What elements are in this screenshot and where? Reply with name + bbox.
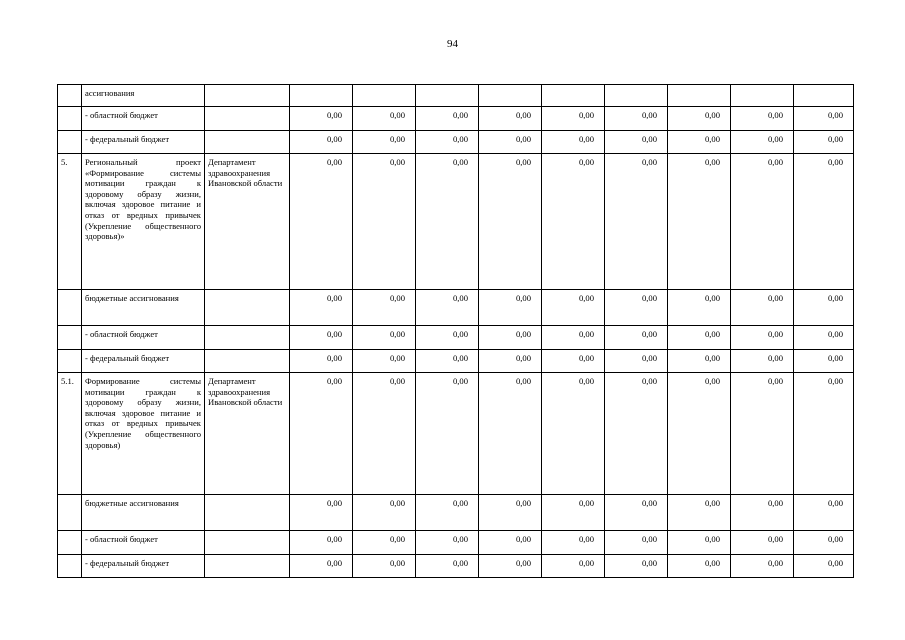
row-value-cell: 0,00 (353, 326, 416, 350)
row-department-cell (205, 326, 290, 350)
row-value-cell: 0,00 (794, 531, 854, 555)
row-value-cell (668, 85, 731, 107)
row-value-cell: 0,00 (668, 107, 731, 131)
row-department-cell (205, 85, 290, 107)
row-value-cell: 0,00 (353, 290, 416, 326)
row-value-cell (290, 85, 353, 107)
table-row (58, 107, 854, 131)
budget-table (57, 84, 854, 578)
row-value-cell: 0,00 (605, 131, 668, 154)
row-value-cell: 0,00 (605, 350, 668, 373)
table-row (58, 350, 854, 373)
row-value-cell: 0,00 (290, 107, 353, 131)
row-value-cell: 0,00 (353, 107, 416, 131)
row-value-cell: 0,00 (290, 531, 353, 555)
row-index-cell (58, 107, 82, 131)
row-value-cell: 0,00 (416, 531, 479, 555)
row-value-cell: 0,00 (542, 290, 605, 326)
table-row (58, 495, 854, 531)
row-value-cell: 0,00 (668, 373, 731, 495)
row-value-cell: 0,00 (353, 154, 416, 290)
row-index-cell (58, 290, 82, 326)
row-value-cell: 0,00 (542, 154, 605, 290)
row-value-cell: 0,00 (605, 290, 668, 326)
row-value-cell (605, 85, 668, 107)
row-value-cell: 0,00 (794, 350, 854, 373)
row-value-cell: 0,00 (290, 131, 353, 154)
row-value-cell: 0,00 (668, 555, 731, 578)
row-value-cell: 0,00 (479, 107, 542, 131)
row-value-cell: 0,00 (479, 326, 542, 350)
row-name-cell: Региональный проект «Формирование системы мотивации граждан к здоровому образу жизни, включая здоровое питание и отказ от вредных привычек (Укрепление общественного здоровья)» (82, 154, 205, 290)
row-value-cell: 0,00 (290, 290, 353, 326)
row-value-cell: 0,00 (479, 531, 542, 555)
row-value-cell: 0,00 (290, 326, 353, 350)
row-value-cell: 0,00 (794, 326, 854, 350)
row-value-cell (731, 85, 794, 107)
row-value-cell: 0,00 (416, 350, 479, 373)
row-value-cell: 0,00 (290, 350, 353, 373)
row-value-cell: 0,00 (794, 290, 854, 326)
table-row (58, 555, 854, 578)
row-value-cell: 0,00 (731, 107, 794, 131)
row-value-cell: 0,00 (353, 555, 416, 578)
row-value-cell: 0,00 (290, 555, 353, 578)
row-value-cell: 0,00 (668, 290, 731, 326)
row-value-cell: 0,00 (290, 154, 353, 290)
row-name-cell: Формирование системы мотивации граждан к здоровому образу жизни, включая здоровое питание и отказ от вредных привычек (Укрепление общественного здоровья) (82, 373, 205, 495)
row-value-cell: 0,00 (353, 350, 416, 373)
row-value-cell: 0,00 (731, 495, 794, 531)
row-value-cell: 0,00 (605, 373, 668, 495)
row-value-cell: 0,00 (668, 131, 731, 154)
row-value-cell: 0,00 (542, 495, 605, 531)
row-value-cell: 0,00 (794, 373, 854, 495)
row-value-cell: 0,00 (479, 373, 542, 495)
table-row (58, 290, 854, 326)
row-value-cell: 0,00 (290, 373, 353, 495)
row-index-cell (58, 531, 82, 555)
row-index-cell (58, 326, 82, 350)
row-value-cell: 0,00 (353, 495, 416, 531)
row-department-cell: Департамент здравоохранения Ивановской области (205, 373, 290, 495)
row-value-cell (416, 85, 479, 107)
row-value-cell: 0,00 (794, 495, 854, 531)
row-name-cell: ассигнования (82, 85, 205, 107)
row-index-cell (58, 555, 82, 578)
row-value-cell: 0,00 (416, 154, 479, 290)
row-value-cell: 0,00 (731, 154, 794, 290)
row-value-cell: 0,00 (290, 495, 353, 531)
row-value-cell: 0,00 (542, 350, 605, 373)
row-value-cell: 0,00 (731, 290, 794, 326)
row-index-cell (58, 131, 82, 154)
row-value-cell: 0,00 (731, 350, 794, 373)
row-value-cell: 0,00 (605, 495, 668, 531)
row-value-cell: 0,00 (668, 326, 731, 350)
row-name-cell: - федеральный бюджет (82, 555, 205, 578)
row-value-cell: 0,00 (416, 495, 479, 531)
row-value-cell: 0,00 (794, 131, 854, 154)
row-department-cell (205, 531, 290, 555)
row-department-cell (205, 131, 290, 154)
row-value-cell: 0,00 (731, 555, 794, 578)
table-row (58, 154, 854, 290)
table-row (58, 326, 854, 350)
row-value-cell: 0,00 (668, 531, 731, 555)
row-value-cell: 0,00 (479, 555, 542, 578)
row-value-cell: 0,00 (353, 531, 416, 555)
row-value-cell: 0,00 (794, 555, 854, 578)
row-value-cell: 0,00 (479, 495, 542, 531)
row-name-cell: бюджетные ассигнования (82, 290, 205, 326)
row-value-cell: 0,00 (794, 107, 854, 131)
row-value-cell: 0,00 (416, 373, 479, 495)
row-value-cell (353, 85, 416, 107)
row-value-cell: 0,00 (353, 373, 416, 495)
row-department-cell (205, 290, 290, 326)
row-value-cell: 0,00 (731, 373, 794, 495)
row-value-cell: 0,00 (542, 326, 605, 350)
row-name-cell: - областной бюджет (82, 326, 205, 350)
row-value-cell: 0,00 (731, 326, 794, 350)
table-row (58, 531, 854, 555)
row-value-cell: 0,00 (353, 131, 416, 154)
row-value-cell: 0,00 (605, 326, 668, 350)
row-value-cell: 0,00 (416, 555, 479, 578)
row-value-cell: 0,00 (731, 131, 794, 154)
row-department-cell: Департамент здравоохранения Ивановской области (205, 154, 290, 290)
row-name-cell: - областной бюджет (82, 531, 205, 555)
page-number: 94 (447, 38, 458, 50)
row-name-cell: бюджетные ассигнования (82, 495, 205, 531)
row-index-cell: 5. (58, 154, 82, 290)
row-value-cell: 0,00 (668, 154, 731, 290)
row-index-cell (58, 495, 82, 531)
row-name-cell: - областной бюджет (82, 107, 205, 131)
row-value-cell: 0,00 (479, 154, 542, 290)
row-value-cell: 0,00 (416, 326, 479, 350)
row-value-cell: 0,00 (479, 131, 542, 154)
row-value-cell: 0,00 (479, 290, 542, 326)
table-row (58, 131, 854, 154)
table-row (58, 85, 854, 107)
row-value-cell (479, 85, 542, 107)
row-value-cell: 0,00 (542, 531, 605, 555)
row-value-cell: 0,00 (416, 107, 479, 131)
row-value-cell: 0,00 (416, 290, 479, 326)
row-index-cell: 5.1. (58, 373, 82, 495)
row-index-cell (58, 350, 82, 373)
row-value-cell: 0,00 (668, 350, 731, 373)
row-value-cell: 0,00 (542, 107, 605, 131)
row-name-cell: - федеральный бюджет (82, 131, 205, 154)
row-value-cell: 0,00 (416, 131, 479, 154)
budget-table-body (58, 85, 854, 578)
row-value-cell: 0,00 (605, 107, 668, 131)
row-department-cell (205, 495, 290, 531)
row-name-cell: - федеральный бюджет (82, 350, 205, 373)
table-row (58, 373, 854, 495)
row-value-cell: 0,00 (542, 555, 605, 578)
row-value-cell: 0,00 (542, 131, 605, 154)
row-department-cell (205, 555, 290, 578)
row-value-cell: 0,00 (605, 555, 668, 578)
row-value-cell (542, 85, 605, 107)
row-value-cell: 0,00 (668, 495, 731, 531)
row-value-cell: 0,00 (605, 154, 668, 290)
row-value-cell: 0,00 (479, 350, 542, 373)
row-value-cell: 0,00 (731, 531, 794, 555)
row-value-cell: 0,00 (542, 373, 605, 495)
row-department-cell (205, 350, 290, 373)
row-value-cell: 0,00 (605, 531, 668, 555)
row-index-cell (58, 85, 82, 107)
row-value-cell: 0,00 (794, 154, 854, 290)
row-department-cell (205, 107, 290, 131)
row-value-cell (794, 85, 854, 107)
